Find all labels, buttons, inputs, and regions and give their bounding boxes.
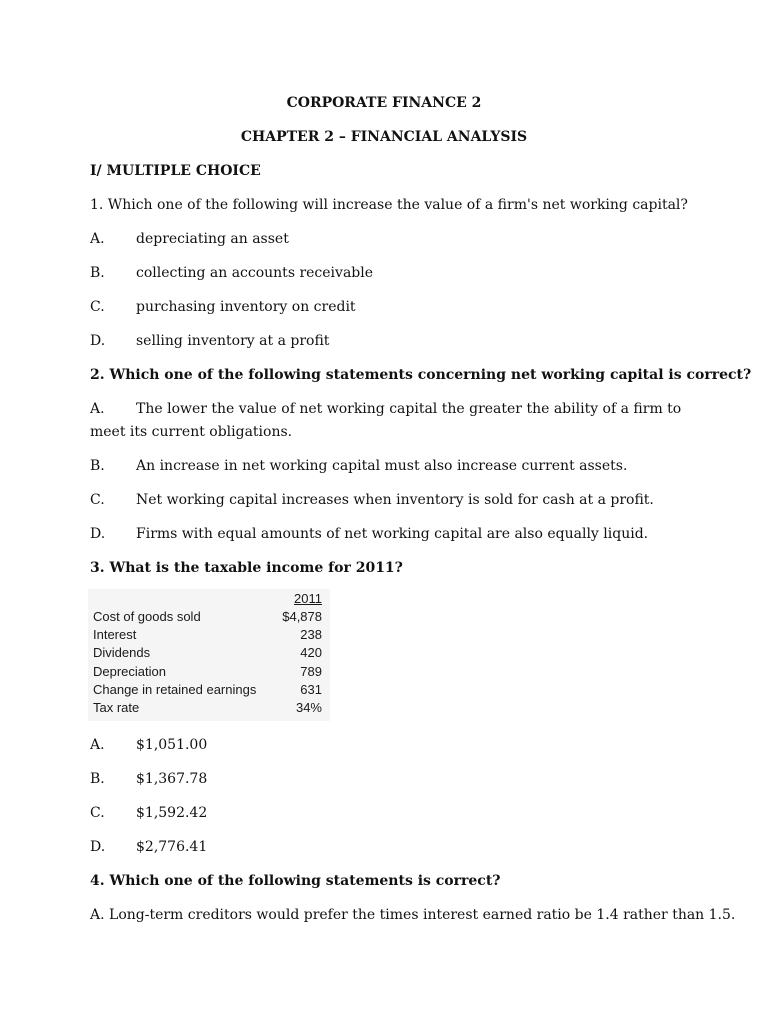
option-letter: A.: [90, 231, 105, 247]
option-text: purchasing inventory on credit: [136, 299, 356, 315]
option-text: $1,592.42: [136, 805, 208, 821]
option-letter: D.: [90, 839, 106, 855]
option-text: The lower the value of net working capital the greater the ability of a firm to meet its current obligations.: [90, 401, 682, 440]
row-value: 789: [300, 664, 322, 679]
income-data-table: [88, 589, 330, 721]
question-1: 1. Which one of the following will increase the value of a firm's net working capital?: [90, 197, 688, 213]
row-value: 631: [300, 682, 322, 697]
option-letter: C.: [90, 492, 105, 508]
table-row: [93, 644, 322, 662]
option-text: An increase in net working capital must also increase current assets.: [136, 458, 628, 474]
option-text: collecting an accounts receivable: [136, 265, 374, 281]
chapter-title: CHAPTER 2 – FINANCIAL ANALYSIS: [240, 129, 528, 145]
row-label: Change in retained earnings: [93, 682, 257, 697]
option-letter: C.: [90, 805, 105, 821]
option-letter: A.: [90, 401, 105, 417]
row-label: Dividends: [93, 645, 151, 660]
table-row: [93, 663, 322, 681]
table-row: [93, 681, 322, 699]
row-label: Tax rate: [93, 700, 140, 715]
option-letter: D.: [90, 333, 106, 349]
table-row: [93, 626, 322, 644]
option-text: $2,776.41: [136, 839, 208, 855]
option-text: Net working capital increases when inventory is sold for cash at a profit.: [136, 492, 654, 508]
option-letter: D.: [90, 526, 106, 542]
table-header-year: 2011: [294, 591, 322, 606]
row-label: Interest: [93, 627, 137, 642]
option-text: depreciating an asset: [136, 231, 289, 247]
table-row: [93, 699, 322, 717]
option-text: Long-term creditors would prefer the times interest earned ratio be 1.4 rather than 1.5.: [109, 907, 736, 923]
option-letter: B.: [90, 771, 105, 787]
row-label: Depreciation: [93, 664, 166, 679]
question-3: 3. What is the taxable income for 2011?: [90, 560, 403, 576]
option-letter: A.: [90, 737, 105, 753]
row-value: $4,878: [282, 609, 322, 624]
table-row: [93, 608, 322, 626]
question-2: 2. Which one of the following statements concerning net working capital is correct?: [90, 367, 752, 383]
page-title: CORPORATE FINANCE 2: [286, 95, 482, 111]
option-letter: B.: [90, 458, 105, 474]
option-text: selling inventory at a profit: [136, 333, 330, 349]
option-letter: A.: [90, 907, 105, 923]
option-4a: [90, 906, 735, 924]
option-letter: B.: [90, 265, 105, 281]
row-value: 238: [300, 627, 322, 642]
option-letter: C.: [90, 299, 105, 315]
option-text: $1,051.00: [136, 737, 208, 753]
option-text: $1,367.78: [136, 771, 208, 787]
row-label: Cost of goods sold: [93, 609, 201, 624]
row-value: 34%: [295, 700, 322, 715]
question-4: 4. Which one of the following statements is correct?: [90, 873, 501, 889]
section-heading: I/ MULTIPLE CHOICE: [90, 163, 261, 179]
option-2a: [90, 398, 690, 444]
option-text: Firms with equal amounts of net working capital are also equally liquid.: [136, 526, 649, 542]
row-value: 420: [300, 645, 322, 660]
